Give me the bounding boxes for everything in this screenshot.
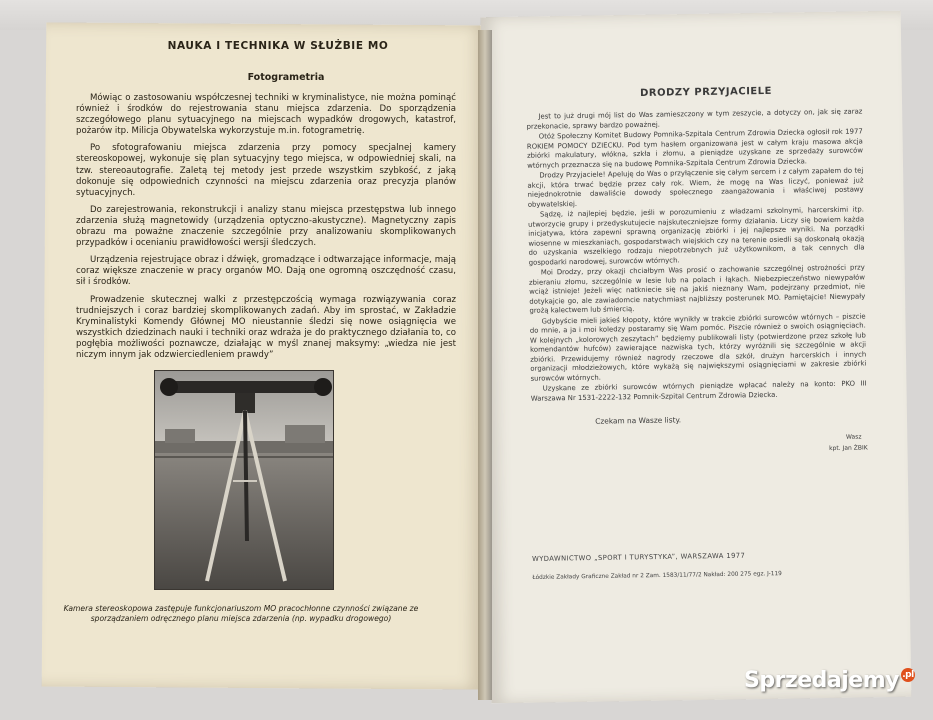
watermark-text: Sprzedajemy (744, 668, 899, 693)
letter-signature-greeting: Wasz (845, 433, 862, 441)
letter-title: DRODZY PRZYJACIELE (639, 85, 772, 99)
letter-paragraph: Sądzę, iż najlepiej będzie, jeśli w porozumieniu z władzami szkolnymi, harcerskimi itp. utworzycie grupy i przedyskutujecie najskuteczniejsze formy działania. Liczy się bowiem każda inicjatywa, która zapewni sprawną organizację zbiórki i jej najlepsze wyniki. Na porządki wiosenne w mieszkaniach, gospodarstwach wiejskich czy na terenie osiedli są doskonałą okazją do uzyskania wszelkiego rodzaju niepotrzebnych już użytkownikom, a tak cennych dla gospodarki narodowej, surowców wtórnych. (528, 205, 865, 267)
article-paragraph: Po sfotografowaniu miejsca zdarzenia przy pomocy specjalnej kamery stereoskopowej, wykonuje się plan sytuacyjny tego miejsca, w odpowiedniej skali, na tzw. stereoautografie. Zaletą tej metody jest przede wszystkim szybkość, z jaką dokonuje się odpowiednich czynności na miejscu zdarzenia oraz precyzja planów sytuacyjnych. (76, 143, 456, 198)
photo-illustration (155, 371, 333, 589)
letter-signature-name: kpt. Jan ŻBIK (829, 444, 868, 453)
stereoscopic-camera-photo (154, 370, 334, 590)
letter-paragraph: Gdybyście mieli jakieś kłopoty, które wynikły w trakcie zbiórki surowców wtórnych – piszcie do mnie, a ja i moi koledzy postaramy się Wam pomóc. Piszcie również o swoich osiągnięciach. W kolejnych „kolorowych zeszytach” będziemy publikowali listy (potwierdzone przez szkołę lub komendantów hufców) zawierające nazwiska tych, którzy wyróżnili się szczególnie w akcji zbiórki. Przewidujemy również nagrody rzeczowe dla szkół, drużyn harcerskich i innych organizacji młodzieżowych, które wykażą się największymi osiągnięciami w zakresie zbiórki surowców wtórnych. (529, 311, 867, 383)
print-info-line: Łódzkie Zakłady Graficzne Zakład nr 2 Zam. 1583/11/77/2 Nakład: 200 275 egz. J-119 (532, 571, 782, 581)
right-page-content (510, 84, 876, 457)
article-paragraph: Do zarejestrowania, rekonstrukcji i analizy stanu miejsca przestępstwa lub innego zdarzenia służą magnetowidy (urządzenia optyczno-akustyczne). Magnetyczny zapis obrazu ma poważne znaczenie szczególnie przy analizowaniu skomplikowanych przypadków i ocenianiu prawidłowości wersji śledczych. (76, 204, 456, 249)
photo-caption: Kamera stereoskopowa zastępuje funkcjonariuszom MO pracochłonne czynności związane ze sporządzaniem odręcznego planu miejsca zdarzenia (np. wypadku drogowego) (63, 604, 419, 623)
letter-closing: Czekam na Wasze listy. (595, 415, 682, 426)
letter-paragraph: Moi Drodzy, przy okazji chciałbym Was prosić o zachowanie szczególnej ostrożności przy zbieraniu złomu, szczególnie w lesie lub na polach i łąkach. Niebezpieczeństwo niewypałów wciąż istnieje! Jeżeli więc natkniecie się na jakiś nieznany Wam, podejrzany przedmiot, nie dotykajcie go, ale zawiadomcie natychmiast najbliższy posterunek MO. Pamiętajcie! Niewypały grożą kalectwem lub śmiercią. (528, 263, 866, 315)
article-paragraph: Urządzenia rejestrujące obraz i dźwięk, gromadzące i odtwarzające informacje, mają coraz większe znaczenie w pracy organów MO. Dają one ogromną oszczędność czasu, sił i środków. (76, 255, 456, 288)
left-page-header: NAUKA I TECHNIKA W SŁUŻBIE MO (167, 40, 389, 52)
watermark-badge: .pl (902, 670, 914, 680)
letter-paragraph: Uzyskane ze zbiórki surowców wtórnych pieniądze wpłacać należy na konto: PKO III Warszawa Nr 1531-2222-132 Pomnik-Szpital Centrum Zdrowia Dziecka. (530, 379, 867, 403)
letter-paragraph: Jest to już drugi mój list do Was zamieszczony w tym zeszycie, a dotyczy on, jak się zaraz przekonacie, sprawy bardzo poważnej. (526, 107, 863, 131)
article-paragraph: Mówiąc o zastosowaniu współczesnej techniki w kryminalistyce, nie można pominąć również i środków do rejestrowania stanu miejsca zdarzenia. Do sporządzenia szczegółowego planu sytuacyjnego na miejscach wypadków drogowych, katastrof, pożarów itp. Milicja Obywatelska wykorzystuje m.in. fotogrametrię. (76, 93, 456, 137)
book-gutter (478, 30, 492, 700)
article-paragraph: Prowadzenie skutecznej walki z przestępczością wymaga rozwiązywania coraz trudniejszych i coraz bardziej skomplikowanych zadań. Aby im sprostać, w Zakładzie Kryminalistyki Komendy Głównej MO nieustannie śledzi się nowe osiągnięcia we wszystkich dziedzinach nauki i techniki oraz wdraża je do praktycznego działania to, co pogłębia możliwości poznawcze, działając w myśl znanej maksymy: „wiedza nie jest niczym innym jak odzwierciedleniem prawdy” (76, 294, 456, 360)
letter-paragraph: Drodzy Przyjaciele! Apeluję do Was o przyłączenie się całym sercem i z całym zapałem do tej akcji, która trwać będzie przez cały rok. Wiem, że mogę na Was liczyć, ponieważ już niejednokrotnie dawaliście dowody społecznego zaangażowania i właściwej postawy obywatelskiej. (527, 166, 864, 209)
letter-body (510, 107, 875, 404)
article-subtitle: Fotogrametria (247, 72, 325, 83)
left-page-content (66, 40, 466, 361)
article-body (66, 93, 466, 361)
site-watermark (744, 668, 915, 693)
letter-paragraph: Otóż Społeczny Komitet Budowy Pomnika-Szpitala Centrum Zdrowia Dziecka ogłosił rok 1977 ROKIEM POMOCY DZIECKU. Pod tym hasłem organizowana jest w całym kraju masowa akcja zbiórki makulatury, włókna, szkła i złomu, a pieniądze uzyskane ze sprzedaży surowców wtórnych przeznacza się na budowę Pomnika-Szpitala Centrum Zdrowia Dziecka. (526, 127, 864, 170)
publisher-imprint (532, 550, 832, 581)
publisher-line: WYDAWNICTWO „SPORT I TURYSTYKA”, WARSZAWA 1977 (532, 551, 746, 563)
